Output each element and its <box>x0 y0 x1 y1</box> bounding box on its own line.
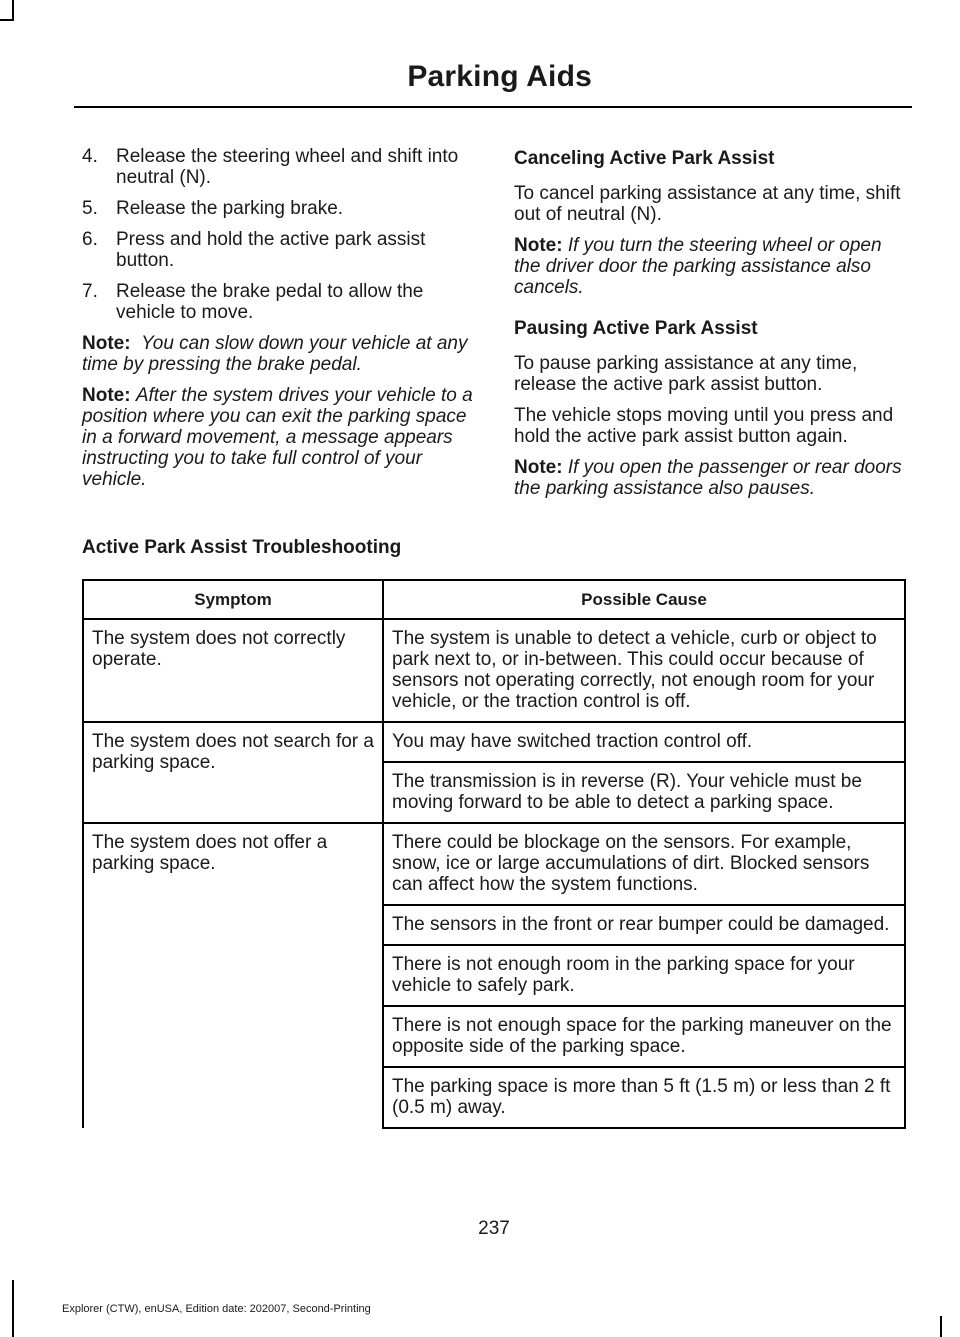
cause-cell: The sensors in the front or rear bumper could be damaged. <box>383 905 905 945</box>
left-column <box>82 146 477 500</box>
cause-cell: The transmission is in reverse (R). Your vehicle must be moving forward to be able to detect a parking space. <box>383 762 905 823</box>
cause-cell: There is not enough room in the parking space for your vehicle to safely park. <box>383 945 905 1006</box>
note-text: If you open the passenger or rear doors the parking assistance also pauses. <box>514 457 902 499</box>
step-number: 5. <box>82 198 98 219</box>
step-number: 7. <box>82 281 98 302</box>
step-item <box>82 281 477 323</box>
symptom-cell: The system does not offer a parking space. <box>83 823 383 1128</box>
cause-cell: The parking space is more than 5 ft (1.5 m) or less than 2 ft (0.5 m) away. <box>383 1067 905 1128</box>
table-row <box>83 722 905 762</box>
step-text: Release the brake pedal to allow the vehicle to move. <box>116 281 424 323</box>
page-number: 237 <box>478 1218 510 1239</box>
cause-cell: The system is unable to detect a vehicle, curb or object to park next to, or in-between. This could occur because of sensors not operating correctly, not enough room for your vehicle, or the traction control is off. <box>383 619 905 722</box>
body-text: The vehicle stops moving until you press and hold the active park assist button again. <box>514 405 894 447</box>
troubleshooting-table <box>82 579 906 1129</box>
section-heading-canceling: Canceling Active Park Assist <box>514 148 775 169</box>
step-text: Release the steering wheel and shift into neutral (N). <box>116 146 459 188</box>
symptom-cell: The system does not correctly operate. <box>83 619 383 722</box>
table-title: Active Park Assist Troubleshooting <box>82 537 402 558</box>
note-label: Note: <box>514 457 563 478</box>
footer-edition: Explorer (CTW), enUSA, Edition date: 202007, Second-Printing <box>62 1303 371 1315</box>
step-number: 6. <box>82 229 98 250</box>
table-row <box>83 823 905 905</box>
note-text: After the system drives your vehicle to a position where you can exit the parking space in a forward movement, a message appears instructing you to take full control of your vehicle. <box>82 385 473 490</box>
section-heading-pausing: Pausing Active Park Assist <box>514 318 758 339</box>
header-divider <box>74 106 912 108</box>
note-label: Note: <box>82 333 131 354</box>
note-label: Note: <box>514 235 563 256</box>
step-item <box>82 229 477 271</box>
note-text: If you turn the steering wheel or open the driver door the parking assistance also cancels. <box>514 235 882 298</box>
note <box>514 457 909 499</box>
body-text: To pause parking assistance at any time, release the active park assist button. <box>514 353 858 395</box>
crop-mark <box>12 0 14 20</box>
right-column <box>514 146 909 509</box>
step-number: 4. <box>82 146 98 167</box>
crop-mark <box>12 1280 14 1337</box>
note <box>82 385 477 490</box>
step-text: Press and hold the active park assist button. <box>116 229 426 271</box>
note <box>82 333 477 375</box>
step-item <box>82 146 477 188</box>
note <box>514 235 909 298</box>
crop-mark <box>940 1316 942 1337</box>
cause-cell: There is not enough space for the parking maneuver on the opposite side of the parking space. <box>383 1006 905 1067</box>
table-row <box>83 619 905 722</box>
page-title: Parking Aids <box>407 60 592 93</box>
cause-cell: You may have switched traction control off. <box>383 722 905 762</box>
symptom-cell: The system does not search for a parking space. <box>83 722 383 823</box>
body-text: To cancel parking assistance at any time, shift out of neutral (N). <box>514 183 901 225</box>
column-header-cause: Possible Cause <box>383 580 905 619</box>
cause-cell: There could be blockage on the sensors. For example, snow, ice or large accumulations of dirt. Blocked sensors can affect how the system functions. <box>383 823 905 905</box>
note-label: Note: <box>82 385 131 406</box>
note-text: You can slow down your vehicle at any time by pressing the brake pedal. <box>82 333 468 375</box>
table-header-row <box>83 580 905 619</box>
step-text: Release the parking brake. <box>116 198 344 219</box>
step-item <box>82 198 477 219</box>
column-header-symptom: Symptom <box>83 580 383 619</box>
crop-mark <box>0 19 14 21</box>
